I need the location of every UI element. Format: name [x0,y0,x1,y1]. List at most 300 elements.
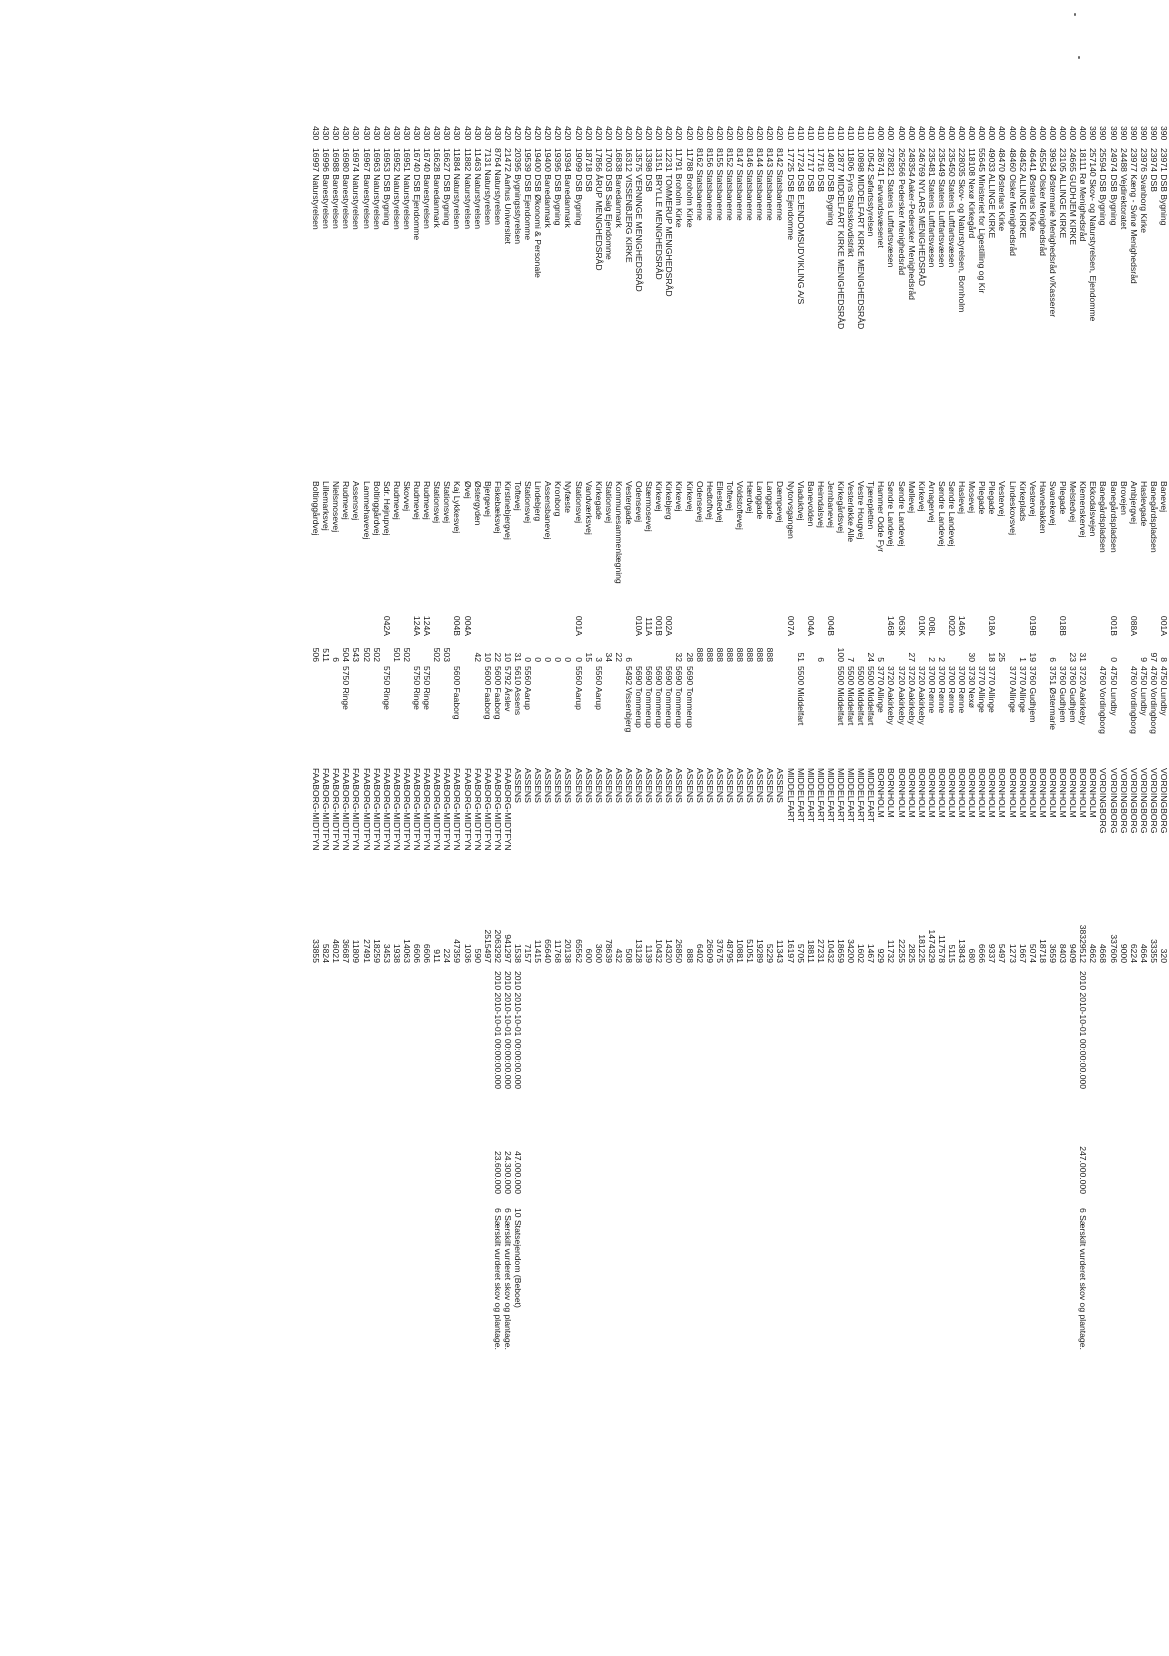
scan-speck [1074,13,1076,16]
street: Øvej [462,481,473,499]
area: 3659 [1047,943,1058,963]
municipality-code: 400 [1068,126,1079,141]
municipality-code: 400 [1078,126,1089,141]
table-row [987,126,997,1626]
municipality-code: 420 [593,126,604,141]
house-number: 0 [553,657,564,662]
house-number: 31 [513,652,523,662]
postcode-city: 3720 Aakirkeby [896,666,907,725]
table-row [442,126,452,1626]
area: 6606 [412,943,423,963]
municipality-code: 430 [391,126,402,141]
table-row [654,126,664,1626]
table-row [967,126,977,1626]
house-number: 502 [371,647,382,662]
property-type: 10 Statsejendom (Beboet) [513,1208,523,1308]
area: 65562 [573,939,584,963]
table-row [644,126,654,1626]
owner-name: 235481 Statens Luftfartsvæsen [926,148,937,268]
municipality: FAABORG-MIDTFYN [472,768,483,851]
owner-name: 12877 MIDDELFART KIRKE MENIGHEDSRÅD [836,148,846,330]
valuation-date: 2010 2010-10-01 00:00:00.000 [492,971,503,1090]
table-row [311,126,321,1626]
house-number: 502 [361,647,372,662]
valuation-date: 2010 2010-10-01 00:00:00.000 [1078,971,1089,1090]
municipality: FAABORG-MIDTFYN [492,768,503,851]
area: 6666 [977,943,988,963]
land-register-no: 007A [785,615,796,636]
street: Jernbanevej [825,481,836,528]
street: Bjergevej [482,481,493,517]
owner-name: 19099 DSB Bygning [573,148,584,226]
owner-name: 17003 DSB Salg Ejendomme [603,148,614,260]
owner-name: 235449 Statens Luftfartsvæsen [936,148,947,268]
municipality: BORNHOLM [1058,768,1069,818]
street: Søndre Landevej [886,481,897,547]
owner-name: 16838 Banedanmark [613,148,624,228]
municipality-code: 420 [684,126,695,141]
land-register-no: 004A [462,615,473,636]
owner-name: 17716 DSB [815,148,826,192]
table-row [473,126,483,1626]
municipality: BORNHOLM [997,768,1008,818]
municipality-code: 430 [472,126,483,141]
municipality-code: 400 [1047,126,1058,141]
postcode-city: 4760 Vordingborg [1128,666,1139,734]
owner-name: 24974 DSB Bygning [1108,148,1119,226]
municipality: ASSENS [543,768,554,803]
municipality: MIDDELFART [805,768,816,823]
municipality-code: 420 [563,126,574,141]
property-type: 6 Særskilt vurderet skov og plantage. [502,1208,513,1350]
table-row [432,126,442,1626]
municipality-code: 400 [1007,126,1018,141]
table-row [846,126,856,1626]
owner-name: 8152 Statsbanerne [724,148,735,221]
owner-name: 19400 DSB Økonomi & Personale [533,148,544,278]
area: 929 [876,948,887,963]
house-number: 10 [502,652,513,662]
area: 18718 [1037,939,1048,963]
table-row [543,126,553,1626]
street: Langgade [755,481,766,520]
owner-name: 248354 Aaker-Pedersker Menighedsråd [906,148,917,300]
municipality-code: 420 [613,126,624,141]
postcode-city: 5792 Årslev [502,666,513,712]
municipality: BORNHOLM [1078,768,1089,818]
area: 22255 [896,939,907,963]
municipality-code: 420 [502,126,513,141]
land-register-no: 001B [1108,615,1119,636]
municipality: BORNHOLM [1027,768,1038,818]
street: Viaduktvej [795,481,806,521]
street: Nyfæste [563,481,574,513]
municipality-code: 410 [815,126,826,141]
owner-name: 46441 Østerlars Kirke [1027,148,1038,232]
area: 224 [442,948,453,963]
area: 6606 [422,943,433,963]
municipality: ASSENS [624,768,635,803]
table-row [1108,126,1118,1626]
postcode-city: 4760 Vordingborg [1098,666,1109,734]
owner-name: 8144 Statsbanerne [755,148,766,221]
postcode-city: 5690 Tommerup [684,666,695,728]
municipality: FAABORG-MIDTFYN [422,768,433,851]
house-number: 23 [1068,652,1079,662]
postcode-city: 5500 Middelfart [795,666,806,726]
municipality-code: 420 [533,126,544,141]
area: 508 [624,948,635,963]
postcode-city: 5750 Ringe [381,666,392,710]
postcode-city: 3760 Gudhjem [1068,666,1079,723]
area: 10432 [825,939,836,963]
area: 181225 [916,934,927,963]
table-row [1098,126,1108,1626]
owner-name: 16974 Naturstyrelsen [351,148,362,230]
table-row [523,126,533,1626]
owner-name: 25594 DSB Bygning [1098,148,1109,226]
owner-name: 11463 Naturstyrelsen [472,148,483,230]
owner-name: 48460 Olsker Menighedsråd [1007,148,1018,256]
postcode-city: 5600 Faaborg [452,666,463,720]
area: 78639 [603,939,614,963]
table-row [331,126,341,1626]
owner-name: 16953 DSB Bygning [381,148,392,226]
area: 11343 [775,939,786,963]
table-row [402,126,412,1626]
postcode-city: 5690 Tommerup [664,666,675,728]
area: 1036 [462,943,473,963]
street: Rudmevej [391,481,402,520]
municipality: ASSENS [513,768,523,803]
postcode-city: 5690 Tommerup [654,666,665,728]
table-row [1159,126,1169,1626]
area: 18259 [371,939,382,963]
owner-name: 16988 Banestyrelsen [331,148,342,229]
municipality-code: 400 [1027,126,1038,141]
street: Kommunesammenlægning [613,481,624,584]
municipality-code: 410 [785,126,796,141]
municipality-code: 430 [492,126,503,141]
owner-name: 16952 Naturstyrelsen [391,148,402,230]
table-row [614,126,624,1626]
area: 2063292 [492,929,503,963]
table-row [896,126,906,1626]
owner-name: 16951 Naturstyrelsen [401,148,412,230]
street: Arnagervej [926,481,937,523]
municipality-code: 410 [836,126,846,141]
table-row [816,126,826,1626]
area: 19289 [755,939,766,963]
house-number: 25 [997,652,1008,662]
house-number: 10 [482,652,493,662]
street: Banegårdspladsen [1108,481,1119,553]
street: Østergyden [472,481,483,526]
municipality-code: 410 [846,126,857,141]
table-row [1048,126,1058,1626]
street: Sdr. Højrupvej [381,481,392,536]
area: 1474329 [926,929,937,963]
area: 1467 [866,943,877,963]
street: Haslevgade [1138,481,1149,527]
street: Vestergade [624,481,635,525]
owner-name: 10542 Søfartsstyrelsen [866,148,877,237]
owner-name: 17725 DSB Ejendomme [785,148,796,241]
municipality-code: 400 [997,126,1008,141]
table-row [685,126,695,1626]
house-number: 6 [1047,657,1058,662]
municipality: ASSENS [654,768,665,803]
street: Klemenskervej [1078,481,1089,538]
municipality: FAABORG-MIDTFYN [432,768,443,851]
postcode-city: 5560 Aarup [593,666,604,710]
table-row [604,126,614,1626]
street: Rudmevej [422,481,433,520]
table-row [796,126,806,1626]
postcode-city: 3720 Aakirkeby [906,666,917,725]
house-number: 5 [876,657,887,662]
table-row [907,126,917,1626]
municipality-code: 410 [825,126,836,141]
street: Stationsvej [523,481,534,524]
municipality: BORNHOLM [957,768,968,818]
owner-name: 11884 Naturstyrelsen [452,148,463,230]
table-row [462,126,472,1626]
house-number: 888 [704,647,715,662]
municipality-code: 420 [543,126,554,141]
area: 11732 [886,939,897,963]
municipality: ASSENS [603,768,614,803]
municipality-code: 420 [775,126,786,141]
table-row [341,126,351,1626]
table-row [513,126,523,1626]
municipality: MIDDELFART [795,768,806,823]
municipality: ASSENS [644,768,655,803]
postcode-city: 3770 Allinge [977,666,988,713]
area: 18659 [836,939,846,963]
house-number: 503 [442,647,453,662]
municipality: VORDINGBORG [1108,768,1119,834]
area: 590 [472,948,483,963]
postcode-city: 5500 Middelfart [856,666,867,726]
land-register-no: 146B [886,615,897,636]
land-register-no: 004A [805,615,816,636]
area: 680 [967,948,978,963]
municipality: ASSENS [563,768,574,803]
table-row [1078,126,1088,1626]
municipality: ASSENS [775,768,786,803]
municipality: FAABORG-MIDTFYN [361,768,372,851]
property-type: 6 Særskilt vurderet skov og plantage. [1078,1208,1089,1350]
owner-name: 24488 Vejdirektoratet [1118,148,1129,230]
house-number: 24 [866,652,877,662]
land-register-no: 002D [947,615,958,636]
owner-name: 23971 DSB Bygning [1159,148,1169,226]
street: Banegårdspladsen [1148,481,1159,553]
house-number: 0 [573,657,584,662]
table-row [372,126,382,1626]
house-number: 888 [765,647,776,662]
municipality-code: 400 [886,126,897,141]
house-number: 506 [311,647,322,662]
house-number: 100 [836,647,846,662]
municipality: ASSENS [674,768,685,803]
municipality: VORDINGBORG [1159,768,1169,834]
owner-name: 16967 Banestyrelsen [361,148,372,229]
postcode-city: 3770 Allinge [987,666,998,713]
municipality: ASSENS [765,768,776,803]
owner-name: 45554 Olsker Menighedsråd [1037,148,1048,256]
street: Stationsvej [573,481,584,524]
municipality-code: 430 [401,126,412,141]
street: Lillemarksvej [321,481,332,531]
street: Stationsvej [442,481,453,524]
street: Skovvej [401,481,412,512]
owner-name: 8142 Statsbanerne [775,148,786,221]
table-row [634,126,644,1626]
land-register-no: 124A [422,615,433,636]
scan-speck [1078,56,1080,59]
owner-name: 16312 VISSENBJERG KIRKE [624,148,635,263]
street: Assensvej [351,481,362,521]
municipality-code: 430 [331,126,342,141]
municipality: ASSENS [573,768,584,803]
area: 432 [613,948,624,963]
owner-name: 16627 DSB Bygning [442,148,453,226]
street: Svanekevej [1047,481,1058,526]
street: Vestervej [1027,481,1038,517]
area: 7157 [523,943,534,963]
municipality: FAABORG-MIDTFYN [331,768,342,851]
house-number: 0 [533,657,544,662]
municipality-code: 420 [735,126,746,141]
table-row [715,126,725,1626]
postcode-city: 5690 Tommerup [634,666,645,728]
street: Hammer Odde Fyr [876,481,887,553]
table-row [392,126,402,1626]
municipality-code: 430 [371,126,382,141]
street: Vestre Hougvej [856,481,867,540]
street: Søndre Landevej [896,481,907,547]
owner-name: 12231 TOMMERUP MENIGHEDSRÅD [664,148,675,297]
land-register-no: 001A [1159,615,1169,636]
street: Haslevej [957,481,968,514]
owner-name: 16980 Banestyrelsen [341,148,352,229]
street: Nielsmosevej [331,481,342,533]
land-register-no: 002A [664,615,675,636]
area: 5074 [1027,943,1038,963]
table-row [725,126,735,1626]
house-number: 2 [926,657,937,662]
owner-name: 262566 Pedersker Menighedsråd [896,148,907,276]
owner-name: 16963 Naturstyrelsen [371,148,382,230]
street: Fiskebæksvej [492,481,503,534]
street: Kirkevej [916,481,927,512]
municipality-code: 390 [1128,126,1139,141]
area: 5115 [947,944,958,963]
owner-name: 23105 ALLINGE KIRKE [1058,148,1069,239]
municipality: FAABORG-MIDTFYN [381,768,392,851]
municipality-code: 420 [755,126,766,141]
land-register-no: 010A [634,615,645,636]
area: 34200 [846,939,857,963]
area: 18811 [805,939,816,963]
owner-name: 286741 Farvandsvæsenet [876,148,887,248]
area: 20138 [563,939,574,963]
property-type: 6 Særskilt vurderet skov og plantage. [492,1208,503,1350]
area: 3453 [381,943,392,963]
street: Pilegade [987,481,998,515]
street: Vestervej [997,481,1008,517]
street: Tjærepletten [866,481,877,530]
postcode-city: 3770 Allinge [1017,666,1028,713]
municipality: FAABORG-MIDTFYN [502,768,513,851]
table-row [977,126,987,1626]
municipality-code: 420 [745,126,756,141]
land-register-no: 018A [987,615,998,636]
house-number: 504 [341,647,352,662]
house-number: 511 [321,648,332,662]
postcode-city: 5750 Ringe [341,666,352,710]
house-number: 51 [795,652,806,662]
municipality: BORNHOLM [886,768,897,818]
municipality-code: 430 [321,126,332,141]
table-row [382,126,392,1626]
street: Ellestedvej [714,481,725,523]
municipality: FAABORG-MIDTFYN [412,768,423,851]
land-register-no: 063K [896,615,907,636]
owner-name: 11788 Broholm Kirke [684,148,695,228]
municipality: BORNHOLM [977,768,988,818]
municipality-code: 430 [462,126,473,141]
street: Vandværksvej [583,481,594,535]
house-number: 2 [936,657,947,662]
postcode-city: 3700 Rønne [926,666,937,714]
table-row [957,126,967,1626]
street: Kirkevej [684,481,695,512]
table-row [1018,126,1028,1626]
table-row [785,126,795,1626]
postcode-city: 4750 Lundby [1138,666,1149,716]
municipality: FAABORG-MIDTFYN [311,768,322,851]
valuation-amount: 24.300.000 [502,1150,513,1194]
municipality: VORDINGBORG [1138,768,1149,834]
table-row [1008,126,1018,1626]
house-number: 0 [543,657,554,662]
municipality: ASSENS [735,768,746,803]
house-number: 0 [1108,657,1119,662]
municipality-code: 400 [987,126,998,141]
area: 9409 [1068,943,1079,963]
municipality-code: 420 [644,126,655,141]
postcode-city: 3770 Allinge [1007,666,1018,713]
owner-name: 8155 Statsbanerne [714,148,725,221]
area: 4662 [1088,943,1099,963]
table-row [674,126,684,1626]
street: Ekkodalsvejen [1088,481,1099,537]
postcode-city: 5500 Middelfart [846,666,857,726]
municipality-code: 420 [704,126,715,141]
area: 14063 [401,939,412,963]
area: 10432 [654,939,665,963]
municipality: ASSENS [714,768,725,803]
postcode-city: 3730 Nexø [967,666,978,709]
house-number: 22 [492,652,503,662]
municipality-code: 420 [654,126,665,141]
municipality-code: 430 [482,126,493,141]
owner-name: 19539 DSB Ejendomme [523,148,534,241]
street: Kronborg [553,481,564,517]
